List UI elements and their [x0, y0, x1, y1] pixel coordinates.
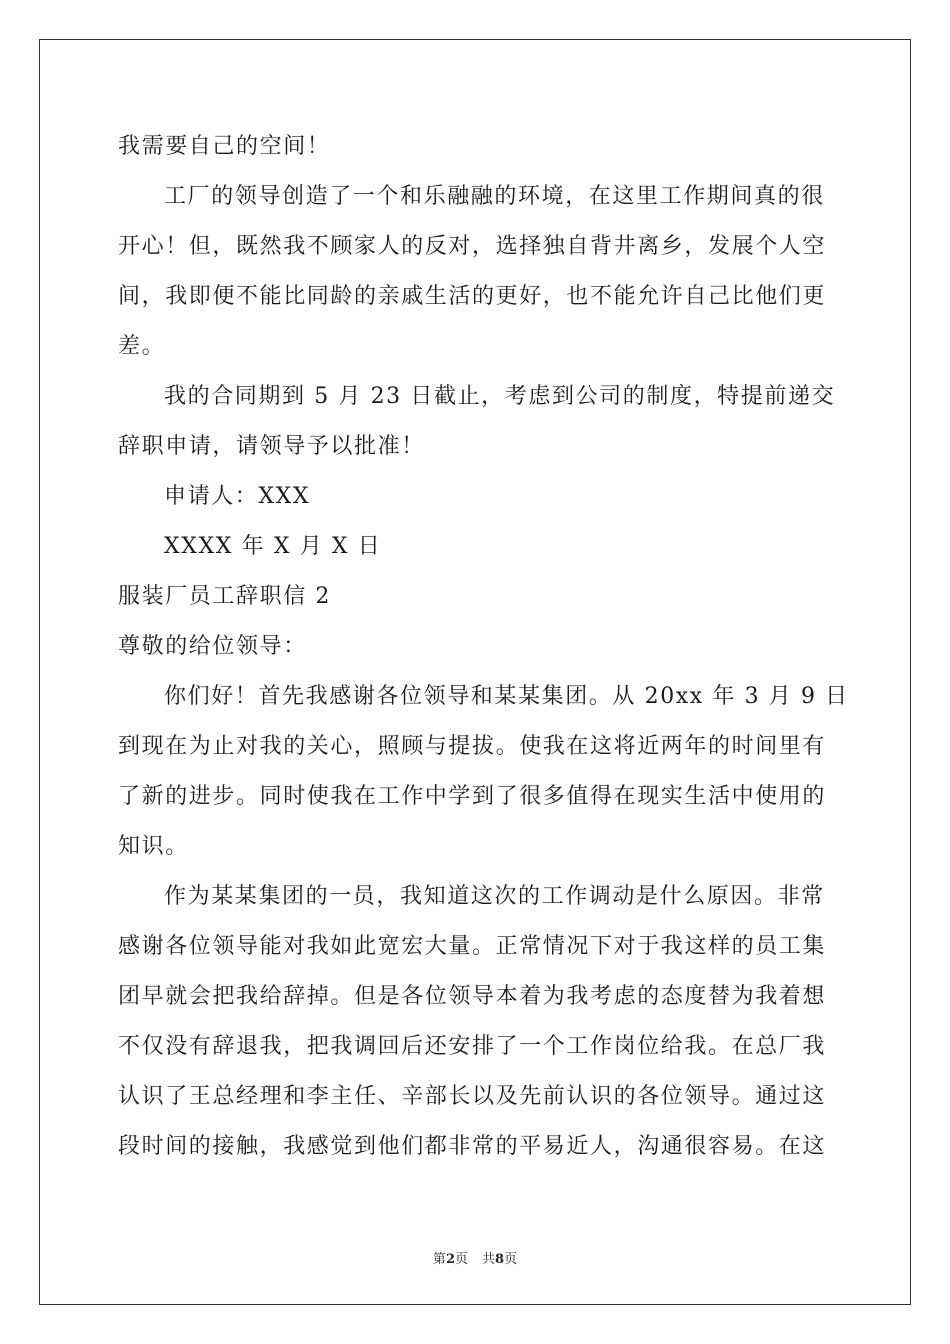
text-line: 到现在为止对我的关心，照顾与提拔。使我在这将近两年的时间里有: [118, 734, 827, 759]
text-line: 辞职申请，请领导予以批准！: [118, 434, 425, 459]
text-line: 工厂的领导创造了一个和乐融融的环境，在这里工作期间真的很: [164, 184, 825, 209]
text-line: 知识。: [118, 834, 189, 859]
text-line: 认识了王总经理和李主任、辛部长以及先前认识的各位领导。通过这: [118, 1084, 827, 1109]
page-suffix: 页: [454, 1252, 468, 1267]
text-line: 段时间的接触，我感觉到他们都非常的平易近人，沟通很容易。在这: [118, 1134, 827, 1159]
text-line: 我需要自己的空间！: [118, 134, 331, 159]
text-line: 开心！但，既然我不顾家人的反对，选择独自背井离乡，发展个人空: [118, 234, 827, 259]
text-line: 我的合同期到 5 月 23 日截止，考虑到公司的制度，特提前递交: [164, 384, 836, 409]
page-total: 8: [495, 1252, 505, 1267]
page-prefix: 第: [432, 1252, 446, 1267]
text-line: 不仅没有辞退我，把我调回后还安排了一个工作岗位给我。在总厂我: [118, 1034, 827, 1059]
salutation: 尊敬的给位领导：: [118, 634, 307, 659]
text-line: 你们好！首先我感谢各位领导和某某集团。从 20xx 年 3 月 9 日: [164, 684, 849, 709]
section-title: 服装厂员工辞职信 2: [118, 584, 331, 609]
text-line: 作为某某集团的一员，我知道这次的工作调动是什么原因。非常: [164, 884, 825, 909]
total-suffix: 页: [504, 1252, 518, 1267]
signature-date: XXXX 年 X 月 X 日: [164, 534, 382, 559]
document-body: [118, 122, 849, 1172]
page-current: 2: [445, 1252, 455, 1267]
text-line: 感谢各位领导能对我如此宽宏大量。正常情况下对于我这样的员工集: [118, 934, 827, 959]
text-line: 团早就会把我给辞掉。但是各位领导本着为我考虑的态度替为我着想: [118, 984, 827, 1009]
text-line: 差。: [118, 334, 166, 359]
total-prefix: 共: [482, 1252, 496, 1267]
signature-applicant: 申请人：XXX: [164, 484, 311, 509]
text-line: 间，我即便不能比同龄的亲戚生活的更好，也不能允许自己比他们更: [118, 284, 827, 309]
text-line: 了新的进步。同时使我在工作中学到了很多值得在现实生活中使用的: [118, 784, 827, 809]
page-footer: [0, 1248, 950, 1267]
